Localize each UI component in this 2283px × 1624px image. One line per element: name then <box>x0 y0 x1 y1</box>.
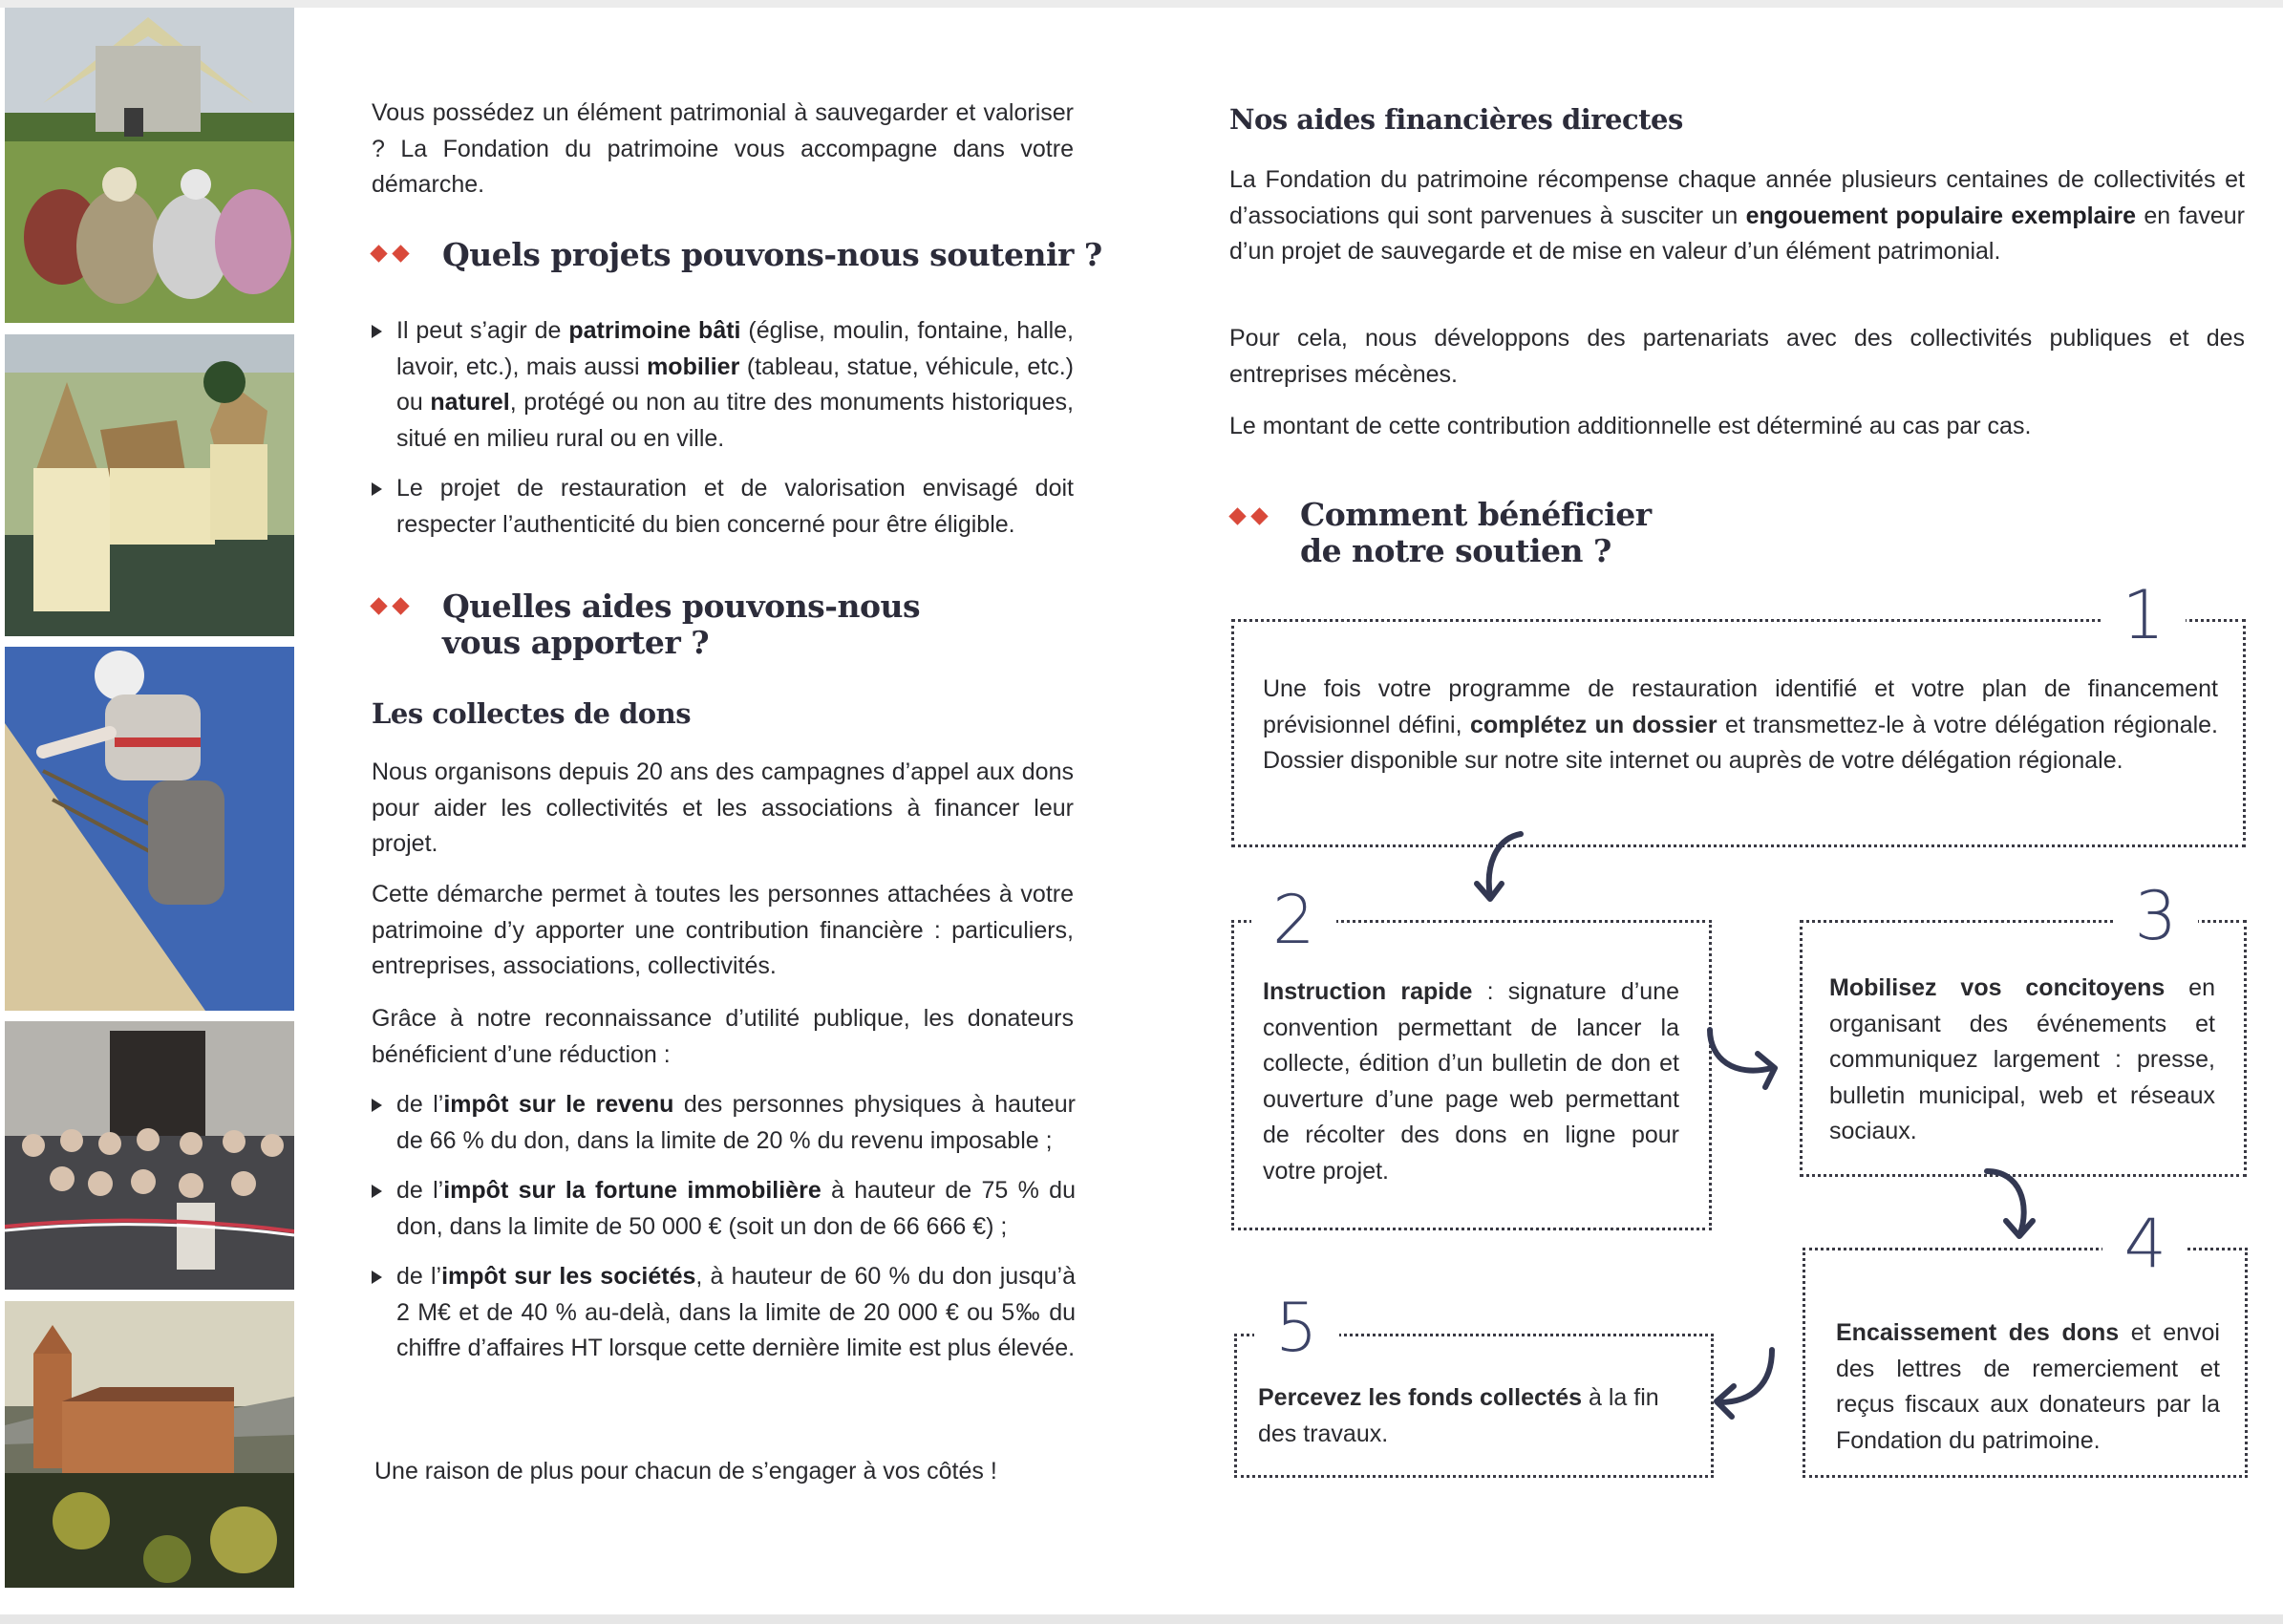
emphasis-text: engouement populaire exemplaire <box>1745 202 2137 229</box>
photo-roofer <box>5 647 294 1011</box>
step-2-number: 2 <box>1251 887 1336 953</box>
list-item: de l’impôt sur les sociétés, à hauteur de 60 % du don jusqu’à 2 M€ et de 40 % au-delà, dans la limite de 20 000 € ou 5‰ du chiffre d’affaires HT lorsque cette dernière limite est plus élevée. <box>372 1259 1076 1367</box>
emphasis-text: Mobilisez vos concitoyens <box>1829 974 2166 1001</box>
photo-chateau <box>5 334 294 636</box>
step-4-text: Encaissement des dons et envoi des lettres de remerciement et reçus fiscaux aux donateurs par la Fondation du patrimoine. <box>1836 1319 2220 1454</box>
arrow-step3-to-step4-icon <box>1977 1162 2054 1248</box>
list-item: de l’impôt sur la fortune immobilière à hauteur de 75 % du don, dans la limite de 50 000 € (soit un don de 66 666 €) ; <box>372 1173 1076 1245</box>
step-5-text: Percevez les fonds collectés à la fin des travaux. <box>1258 1384 1659 1447</box>
arrow-step2-to-step3-icon <box>1700 1020 1786 1097</box>
heading-aides-directes: Nos aides financières directes <box>1229 103 1683 136</box>
heading-beneficier-line2: de notre soutien ? <box>1300 532 1611 569</box>
emphasis-text: naturel <box>430 389 510 416</box>
step-5-box <box>1234 1289 1714 1478</box>
brochure-page <box>0 8 2283 1614</box>
collectes-paragraph-1: Nous organisons depuis 20 ans des campagnes d’appel aux dons pour aider les collectivités et les associations à financer leur projet. <box>372 759 1074 857</box>
photo-windmill <box>5 8 294 323</box>
triangle-bullet-icon <box>372 325 382 338</box>
emphasis-text: impôt sur la fortune immobilière <box>443 1177 821 1204</box>
collectes-paragraph-2: Cette démarche permet à toutes les personnes attachées à votre patrimoine d’y apporter une contribution financière : particuliers, entreprises, associations, collectivités. <box>372 881 1074 979</box>
step-1-number: 1 <box>2101 582 2186 649</box>
emphasis-text: mobilier <box>647 353 740 380</box>
emphasis-text: complétez un dossier <box>1469 711 1718 738</box>
triangle-bullet-icon <box>372 1185 382 1198</box>
emphasis-text: impôt sur les sociétés <box>441 1263 696 1290</box>
step-2-box <box>1231 881 1712 1230</box>
step-3-text: Mobilisez vos concitoyens en organisant des événements et communiquez largement : presse, bulletin municipal, web et réseaux sociaux. <box>1829 974 2215 1144</box>
step-4-box <box>1803 1205 2248 1478</box>
step-2-text: Instruction rapide : signature d’une convention permettant de lancer la collecte, édition d’un bulletin de don et ouverture d’une page web permettant de récolter des dons en ligne pour votre projet. <box>1263 978 1679 1185</box>
step-3-box <box>1800 877 2247 1177</box>
arrow-step1-to-step2-icon <box>1462 824 1538 910</box>
aides-directes-paragraph-1: La Fondation du patrimoine récompense chaque année plusieurs centaines de collectivités et d’associations qui sont parvenues à susciter un engouement populaire exemplaire en faveur d’un projet de sauvegarde et de mise en valeur d’un élément patrimonial. <box>1229 166 2246 265</box>
photo-church <box>5 1301 294 1588</box>
diamond-bullets-icon <box>373 247 407 260</box>
triangle-bullet-icon <box>372 482 382 496</box>
emphasis-text: impôt sur le revenu <box>443 1091 674 1118</box>
heading-beneficier <box>1300 497 1652 569</box>
heading-aides-line1: Quelles aides pouvons-nous <box>442 588 921 625</box>
aides-directes-paragraph-2: Pour cela, nous développons des partenariats avec des collectivités publiques et des entreprises mécènes. <box>1229 325 2245 388</box>
heading-projects: Quels projets pouvons-nous soutenir ? <box>442 236 1102 273</box>
triangle-bullet-icon <box>372 1099 382 1112</box>
list-item: Il peut s’agir de patrimoine bâti (église, moulin, fontaine, halle, lavoir, etc.), mais aussi mobilier (tableau, statue, véhicule, etc.) ou naturel, protégé ou non au titre des monuments historiques, situé en milieu rural ou en ville. <box>372 313 1074 457</box>
closing-sentence: Une raison de plus pour chacun de s’engager à vos côtés ! <box>374 1458 997 1485</box>
step-4-number: 4 <box>2102 1210 2187 1277</box>
diamond-bullets-icon <box>1231 510 1266 523</box>
aides-directes-paragraph-3: Le montant de cette contribution additionnelle est déterminé au cas par cas. <box>1229 413 2032 439</box>
step-1-box <box>1231 576 2246 847</box>
triangle-bullet-icon <box>372 1271 382 1284</box>
step-3-number: 3 <box>2113 883 2198 950</box>
emphasis-text: patrimoine bâti <box>568 317 741 344</box>
diamond-bullets-icon <box>373 600 407 612</box>
projects-bullet-list <box>372 313 1074 543</box>
collectes-paragraph-3: Grâce à notre reconnaissance d’utilité publique, les donateurs bénéficient d’une réduction : <box>372 1005 1074 1068</box>
list-item: Le projet de restauration et de valorisation envisagé doit respecter l’authenticité du bien concerné pour être éligible. <box>372 471 1074 543</box>
heading-aides <box>442 588 920 661</box>
photo-ribbon-cutting <box>5 1021 294 1290</box>
tax-reduction-list <box>372 1087 1076 1367</box>
intro-paragraph: Vous possédez un élément patrimonial à sauvegarder et valoriser ? La Fondation du patrimoine vous accompagne dans votre démarche. <box>372 99 1074 198</box>
emphasis-text: Instruction rapide <box>1263 978 1473 1005</box>
list-item: de l’impôt sur le revenu des personnes physiques à hauteur de 66 % du don, dans la limite de 20 % du revenu imposable ; <box>372 1087 1076 1159</box>
arrow-step4-to-step5-icon <box>1705 1340 1791 1426</box>
scan-bottom-edge <box>0 1614 2283 1624</box>
step-1-text: Une fois votre programme de restauration identifié et votre plan de financement prévisionnel défini, complétez un dossier et transmettez-le à votre délégation régionale. Dossier disponible sur notre site internet ou auprès de votre délégation régionale. <box>1263 675 2219 774</box>
heading-aides-line2: vous apporter ? <box>442 624 710 661</box>
heading-beneficier-line1: Comment bénéficier <box>1300 496 1652 533</box>
subheading-collectes: Les collectes de dons <box>372 697 692 730</box>
emphasis-text: Percevez les fonds collectés <box>1258 1384 1583 1411</box>
step-5-number: 5 <box>1254 1294 1339 1361</box>
emphasis-text: Encaissement des dons <box>1836 1319 2120 1346</box>
